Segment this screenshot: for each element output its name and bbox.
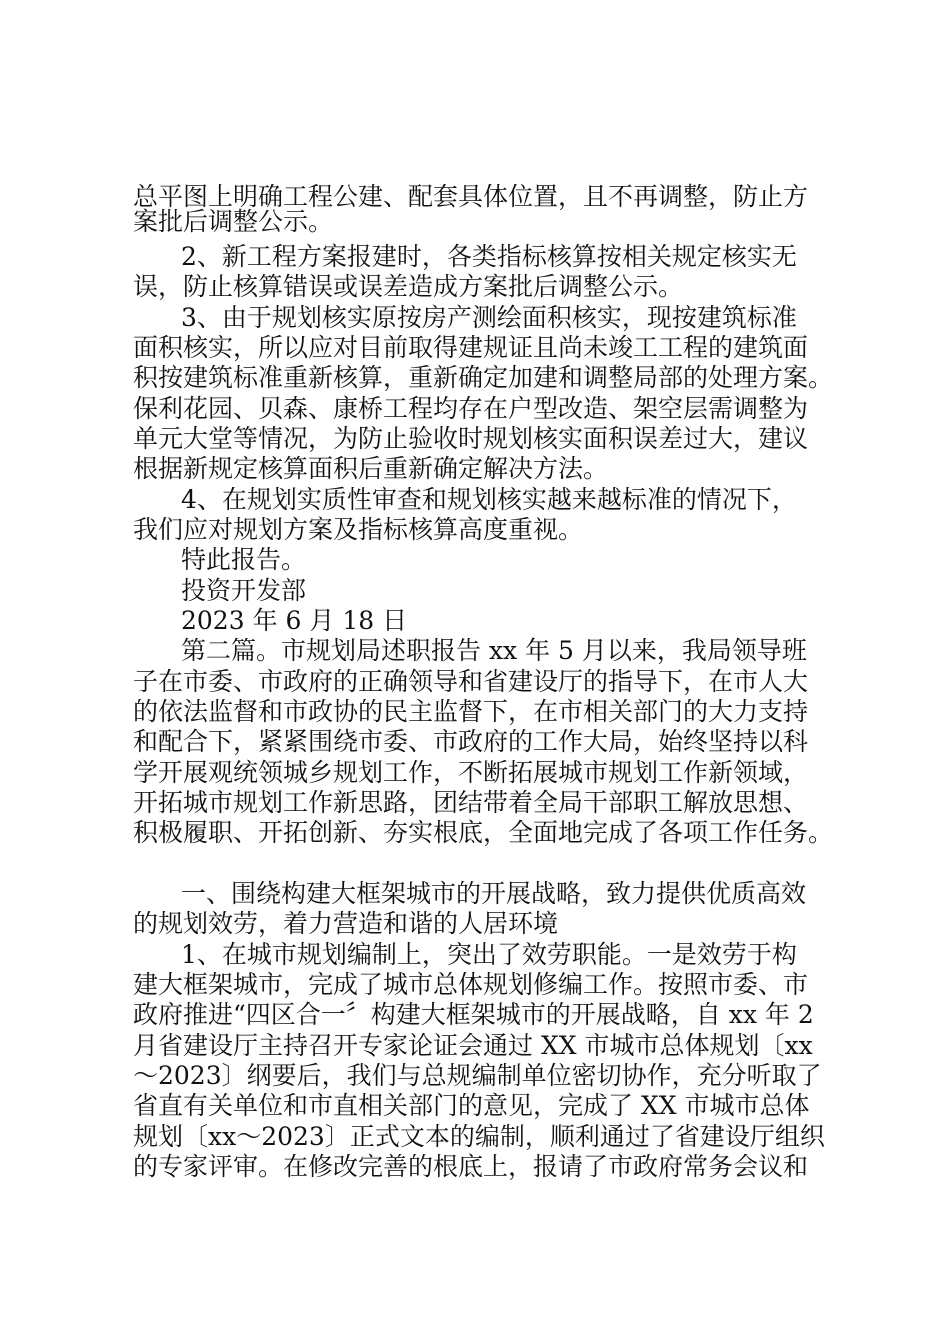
text-line: 学开展观统领城乡规划工作，不断拓展城市规划工作新领域， — [133, 758, 809, 787]
text-line: 投资开发部 — [181, 576, 307, 605]
text-line: 我们应对规划方案及指标核算高度重视。 — [133, 515, 584, 544]
text-line: 第二篇。市规划局述职报告 xx 年 5 月以来，我局领导班 — [181, 636, 807, 665]
text-line: 2、新工程方案报建时，各类指标核算按相关规定核实无 — [181, 242, 797, 271]
text-line: 的依法监督和市政协的民主监督下，在市相关部门的大力支持 — [133, 697, 809, 726]
text-line: 月省建设厅主持召开专家论证会通过 XX 市城市总体规划〔xx — [133, 1031, 813, 1060]
text-line: 4、在规划实质性审查和规划核实越来越标准的情况下， — [181, 485, 797, 514]
text-line: 特此报告。 — [181, 545, 307, 574]
text-line: 政府推进“四区合一〞构建大框架城市的开展战略，自 xx 年 2 — [133, 1000, 814, 1029]
text-line: 一、围绕构建大框架城市的开展战略，致力提供优质高效 — [181, 879, 807, 908]
text-line: 积按建筑标准重新核算，重新确定加建和调整局部的处理方案。 — [133, 363, 834, 392]
text-line: 的规划效劳，着力营造和谐的人居环境 — [133, 909, 559, 938]
text-line: 建大框架城市，完成了城市总体规划修编工作。按照市委、市 — [133, 970, 809, 999]
text-line: 保利花园、贝森、康桥工程均存在户型改造、架空层需调整为 — [133, 394, 809, 423]
text-line: 根据新规定核算面积后重新确定解决方法。 — [133, 454, 609, 483]
text-line: 子在市委、市政府的正确领导和省建设厅的指导下，在市人大 — [133, 667, 809, 696]
text-line: 开拓城市规划工作新思路，团结带着全局干部职工解放思想、 — [133, 788, 809, 817]
text-line: 3、由于规划核实原按房产测绘面积核实，现按建筑标准 — [181, 303, 797, 332]
text-line: 积极履职、开拓创新、夯实根底，全面地完成了各项工作任务。 — [133, 818, 834, 847]
text-line: 1、在城市规划编制上，突出了效劳职能。一是效劳于构 — [181, 940, 797, 969]
text-line: 规划〔xx～2023〕正式文本的编制，顺利通过了省建设厅组织 — [133, 1122, 825, 1151]
text-line: 单元大堂等情况，为防止验收时规划核实面积误差过大，建议 — [133, 424, 809, 453]
text-line: 省直有关单位和市直相关部门的意见，完成了 XX 市城市总体 — [133, 1091, 810, 1120]
text-line: 2023 年 6 月 18 日 — [181, 606, 408, 635]
text-line: ～2023〕纲要后，我们与总规编制单位密切协作，充分听取了 — [133, 1061, 822, 1090]
text-line: 误，防止核算错误或误差造成方案批后调整公示。 — [133, 272, 684, 301]
text-line: 的专家评审。在修改完善的根底上，报请了市政府常务会议和 — [133, 1152, 809, 1181]
text-line: 和配合下，紧紧围绕市委、市政府的工作大局，始终坚持以科 — [133, 727, 809, 756]
text-line: 案批后调整公示。 — [133, 207, 334, 236]
text-line: 面积核实，所以应对目前取得建规证且尚未竣工工程的建筑面 — [133, 333, 809, 362]
text-line: 总平图上明确工程公建、配套具体位置，且不再调整，防止方 — [133, 182, 809, 211]
